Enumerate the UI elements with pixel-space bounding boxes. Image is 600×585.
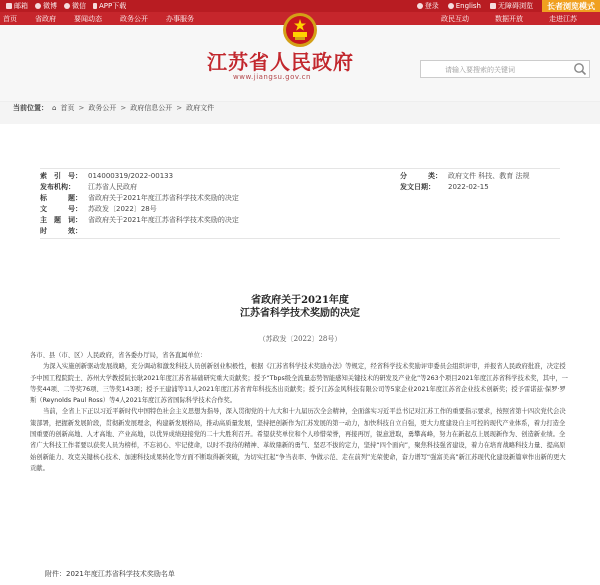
- topic-label: 主 题 词：: [40, 215, 82, 224]
- app-download-link[interactable]: APP下载: [93, 1, 126, 11]
- search-icon[interactable]: [572, 61, 588, 77]
- divider: [40, 168, 560, 169]
- top-left-links: [0, 1, 126, 11]
- nav-interaction[interactable]: 政民互动: [441, 14, 469, 23]
- wechat-link[interactable]: 微信: [64, 1, 86, 11]
- elder-mode-button[interactable]: 长者浏览模式: [542, 0, 600, 12]
- breadcrumb: [0, 101, 600, 113]
- document-title-line1: 省政府关于2021年度: [251, 295, 349, 306]
- weibo-link[interactable]: 微博: [35, 1, 57, 11]
- nav-about-jiangsu[interactable]: 走进江苏: [549, 14, 577, 23]
- issuer-label: 发布机构：: [40, 182, 75, 191]
- english-link[interactable]: English: [448, 2, 481, 10]
- breadcrumb-gov-affairs[interactable]: 政务公开: [88, 103, 117, 112]
- globe-icon: [448, 3, 454, 9]
- index-value: 014000319/2022-00133: [88, 171, 174, 180]
- paragraph: 为深入实施创新驱动发展战略，充分调动和激发科技人员创新创业积极性，根据《江苏省科学技术奖励办法》等规定，经省科学技术奖励评审委员会组织评审，并报省人民政府批准，决定授予中国工程院院士、苏州大学教授阮长耿2021年度江苏省基础研究重大贡献奖；授予“Tbps级全流量态势智能感知关键技术的研发及产业化”等263个项目2021年度江苏省科学技术奖，其中，一等奖44项、二等奖76项、三等奖143项；授予王建浦等11人2021年度江苏省青年科技杰出贡献奖；授予江苏金风科技有限公司等5家企业2021年度江苏省企业技术创新奖；授予雷诺兹·保罗·罗斯（Reynolds Paul Ross）等4人2021年度江苏省国际科学技术合作奖。: [30, 363, 568, 405]
- salutation: 各市、县（市、区）人民政府，省各委办厅局，省各直属单位：: [30, 352, 207, 359]
- search-input[interactable]: 请输入要搜索的关键词: [420, 60, 590, 78]
- breadcrumb-home[interactable]: 首页: [60, 103, 75, 112]
- phone-icon: [93, 3, 97, 9]
- paragraph: 当前，全省上下正以习近平新时代中国特色社会主义思想为指导，深入贯彻党的十九大和十九届历次全会精神，全面落实习近平总书记对江苏工作的重要指示要求，按照省第十四次党代会决策部署，把握新发展阶段，贯彻新发展理念，构建新发展格局，推动高质量发展，坚持把创新作为江苏发展的第一动力，加快科技自立自强，更大力度建设自主可控的现代产业体系，着力打造全国重要的创新高地、人才高地、产业高地，以优异成绩迎接党的二十大胜利召开。希望获奖单位和个人珍惜荣誉，再接再厉，锐意进取，勇攀高峰，努力在新起点上展现新作为、创造新业绩。全省广大科技工作者要以获奖人员为榜样，不忘初心、牢记使命，以时不我待的精神、革故鼎新的勇气、坚忍不拔的定力，坚持“四个面向”，聚焦科技强省建设，着力在培育战略科技力量、提高原始创新能力、攻克关键核心技术、加速科技成果转化等方面不断取得新突破，为切实扛起“争当表率、争做示范、走在前列”光荣使命，奋力谱写“强富美高”新江苏现代化建设新篇章作出新的更大贡献。: [30, 408, 566, 472]
- attachment-link[interactable]: 附件：2021年度江苏省科学技术奖励名单: [45, 570, 175, 578]
- site-url: www.jiangsu.gov.cn: [233, 73, 311, 81]
- document-card: [0, 124, 600, 585]
- title-label: 标 题：: [40, 193, 82, 202]
- document-metadata: [40, 170, 560, 236]
- top-right-links: [417, 0, 600, 12]
- breadcrumb-label: 当前位置：: [13, 103, 48, 112]
- mail-link[interactable]: 邮箱: [6, 1, 28, 11]
- login-link[interactable]: 登录: [417, 1, 439, 11]
- document-title: [0, 294, 600, 320]
- breadcrumb-gov-documents[interactable]: 政府文件: [186, 103, 215, 112]
- document-number: （苏政发〔2022〕28号）: [258, 335, 342, 343]
- mail-icon: [6, 3, 12, 9]
- accessibility-link[interactable]: 无障碍浏览: [490, 1, 533, 11]
- document-title-line2: 江苏省科学技术奖励的决定: [240, 308, 360, 319]
- date-label: 发文日期：: [400, 182, 435, 191]
- index-label: 索 引 号：: [40, 171, 82, 180]
- breadcrumb-separator: >: [78, 103, 85, 112]
- validity-label: 时 效：: [40, 226, 82, 235]
- nav-open-data[interactable]: 数据开放: [495, 14, 523, 23]
- weibo-icon: [35, 3, 41, 9]
- site-title: 江苏省人民政府: [207, 50, 354, 74]
- accessibility-icon: [490, 3, 496, 9]
- user-icon: [417, 3, 423, 9]
- issuer-value: 江苏省人民政府: [88, 182, 137, 191]
- date-value: 2022-02-15: [448, 182, 489, 191]
- nav-services[interactable]: 办事服务: [166, 14, 194, 23]
- breadcrumb-info-disclosure[interactable]: 政府信息公开: [130, 103, 173, 112]
- nav-gov-affairs[interactable]: 政务公开: [120, 14, 148, 23]
- category-value: 政府文件 科技、教育 法规: [448, 171, 530, 180]
- nav-home[interactable]: 首页: [3, 14, 17, 23]
- title-value: 省政府关于2021年度江苏省科学技术奖励的决定: [88, 193, 239, 202]
- document-body: [30, 350, 571, 474]
- docno-value: 苏政发〔2022〕28号: [88, 204, 157, 213]
- national-emblem-icon: [280, 10, 320, 50]
- topic-value: 省政府关于2021年度江苏省科学技术奖励的决定: [88, 215, 239, 224]
- nav-news[interactable]: 要闻动态: [74, 14, 102, 23]
- wechat-icon: [64, 3, 70, 9]
- nav-government[interactable]: 省政府: [35, 14, 56, 23]
- home-icon: ⌂: [52, 103, 57, 112]
- docno-label: 文 号：: [40, 204, 82, 213]
- site-banner: [0, 25, 600, 101]
- category-label: 分 类：: [400, 171, 442, 180]
- divider: [40, 238, 560, 239]
- breadcrumb-separator: >: [176, 103, 183, 112]
- breadcrumb-separator: >: [120, 103, 127, 112]
